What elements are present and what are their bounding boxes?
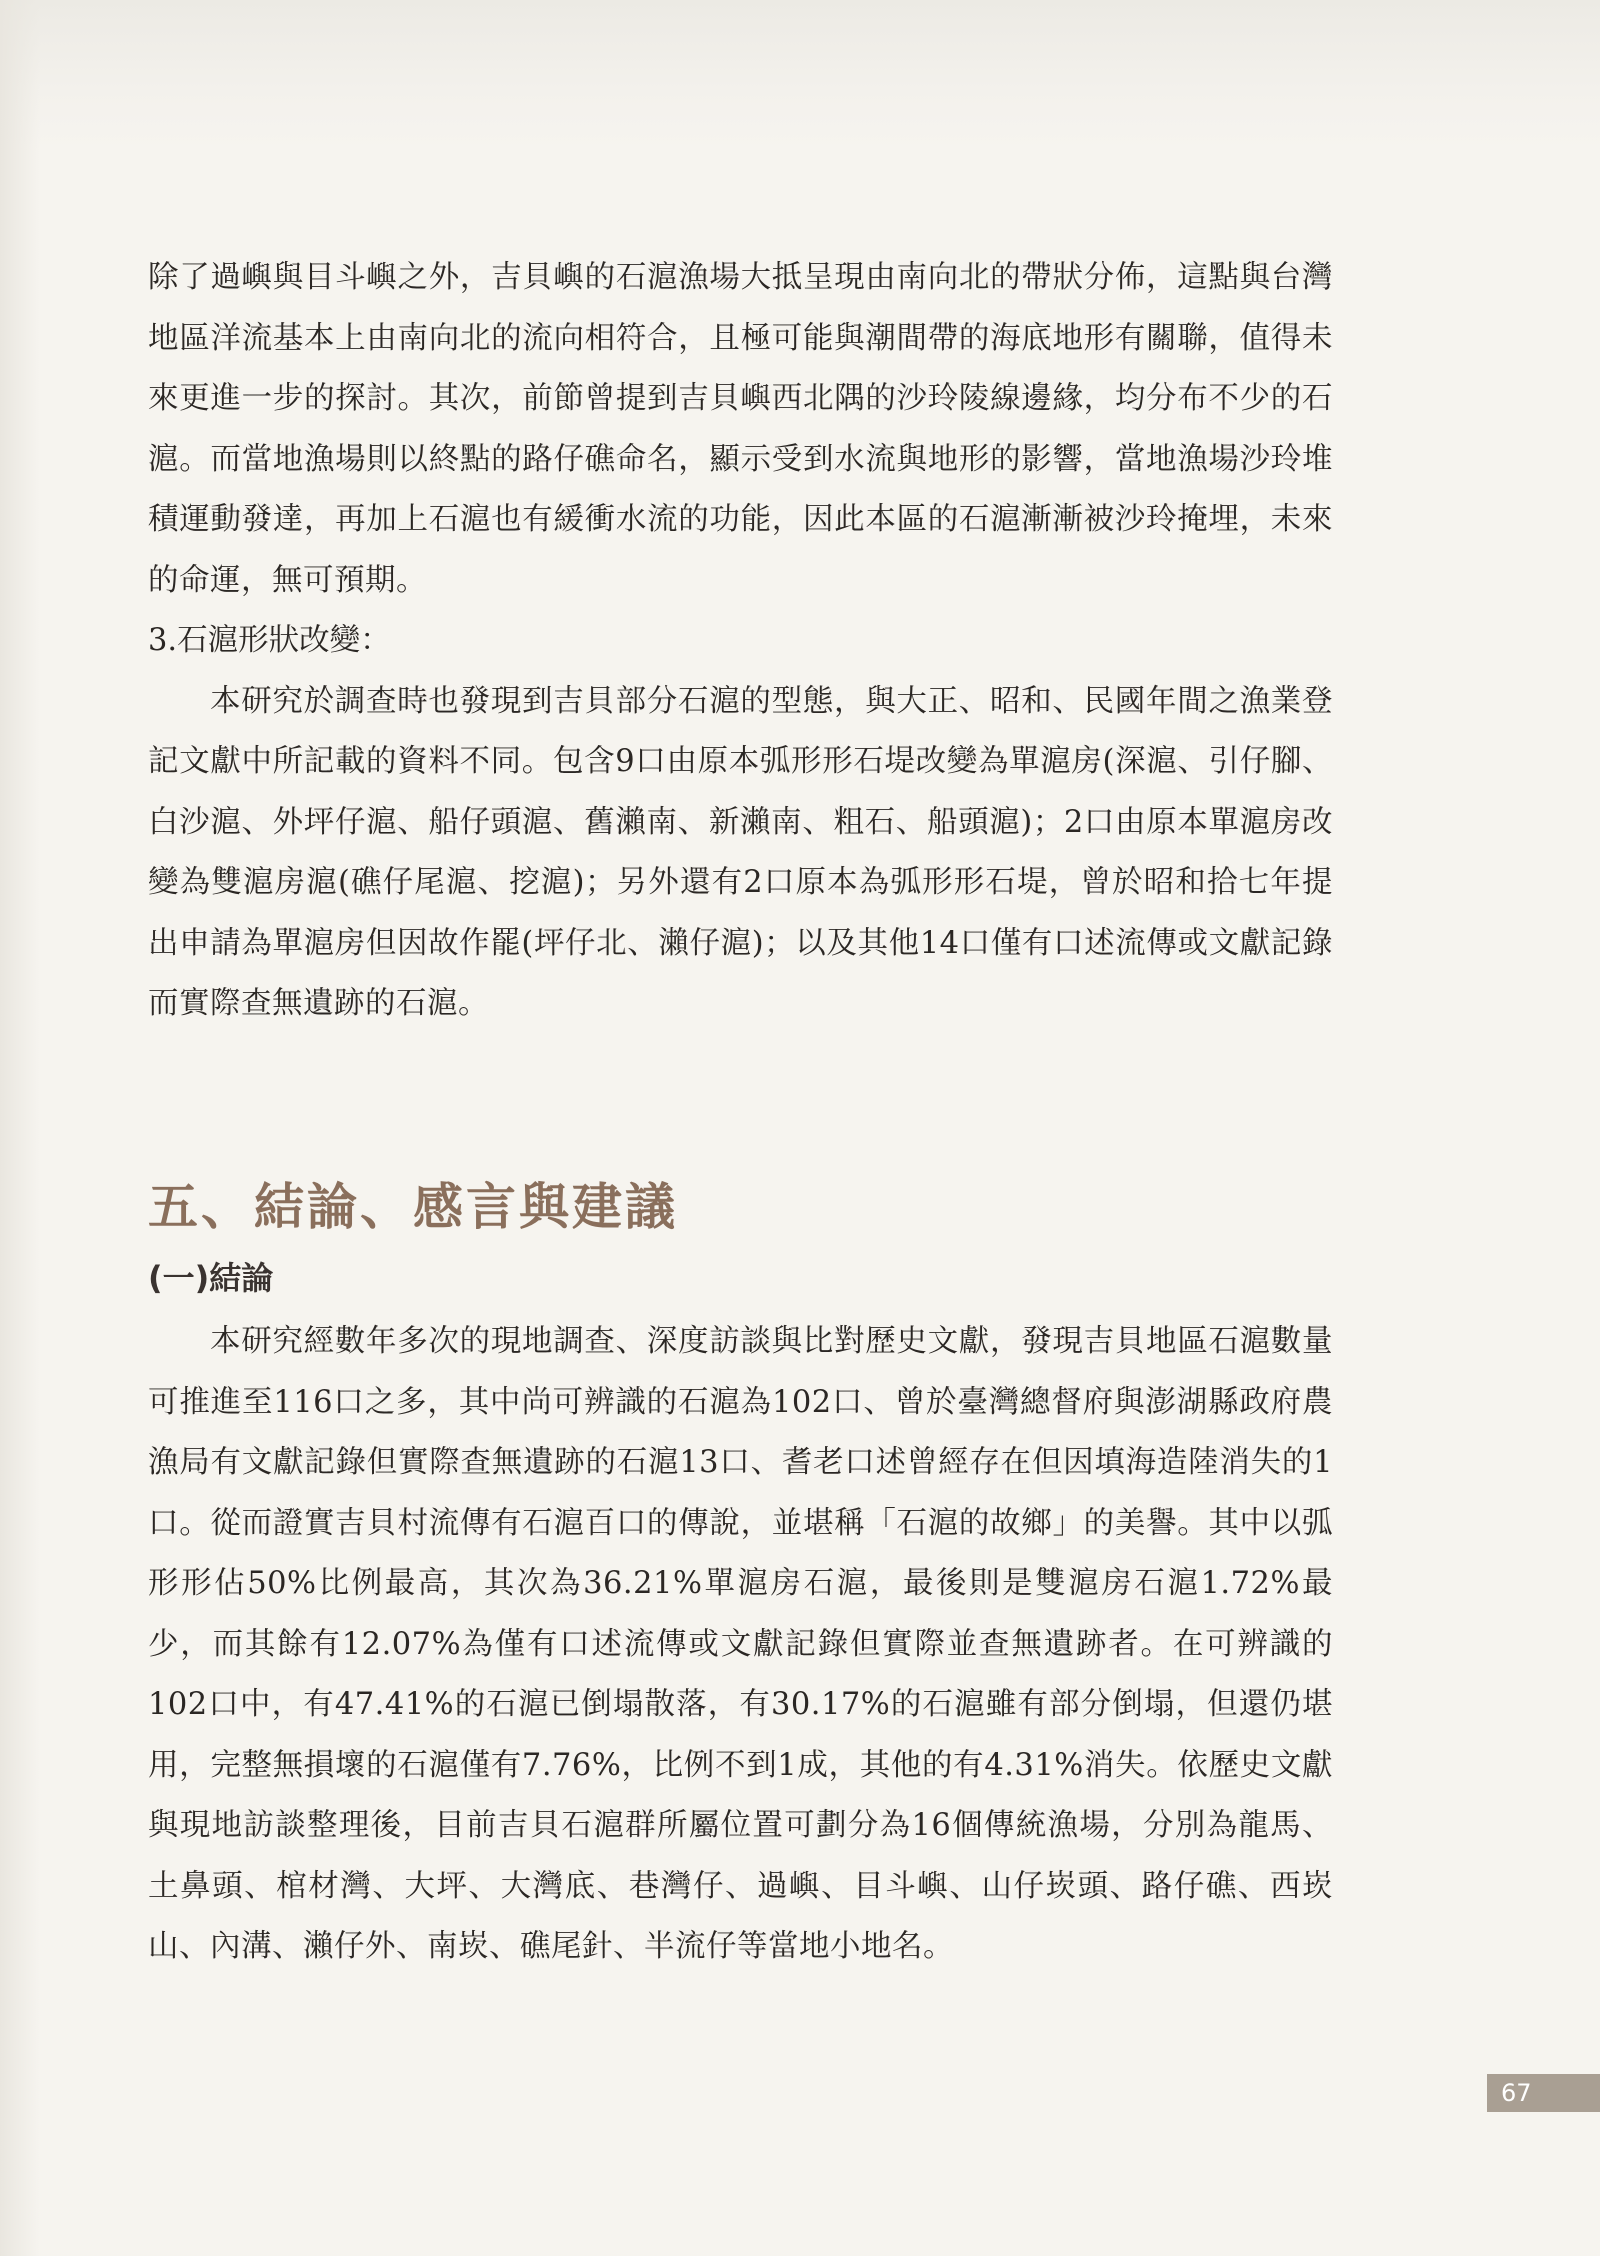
conclusion-text-block <box>148 1312 1333 1978</box>
subsection-title: (一)結論 <box>148 1259 274 1297</box>
subheading-shape-change: 3.石滬形狀改變： <box>148 623 391 658</box>
intro-text-block <box>148 248 1333 1035</box>
page-number: 67 <box>1487 2074 1600 2112</box>
paragraph-distribution: 除了過嶼與目斗嶼之外，吉貝嶼的石滬漁場大抵呈現由南向北的帶狀分佈，這點與台灣地區洋流基本上由南向北的流向相符合，且極可能與潮間帶的海底地形有關聯，值得未來更進一步的探討。其次，前節曾提到吉貝嶼西北隅的沙玲陵線邊緣，均分布不少的石滬。而當地漁場則以終點的路仔礁命名，顯示受到水流與地形的影響，當地漁場沙玲堆積運動發達，再加上石滬也有緩衝水流的功能，因此本區的石滬漸漸被沙玲掩埋，未來的命運，無可預期。 <box>148 260 1333 598</box>
section-title: 五、結論、感言與建議 <box>148 1178 678 1236</box>
paragraph-shape-change: 本研究於調查時也發現到吉貝部分石滬的型態，與大正、昭和、民國年間之漁業登記文獻中所記載的資料不同。包含9口由原本弧形形石堤改變為單滬房(深滬、引仔腳、白沙滬、外坪仔滬、船仔頭滬、舊瀨南、新瀨南、粗石、船頭滬)；2口由原本單滬房改變為雙滬房滬(礁仔尾滬、挖滬)；另外還有2口原本為弧形形石堤，曾於昭和拾七年提出申請為單滬房但因故作罷(坪仔北、瀨仔滬)；以及其他14口僅有口述流傳或文獻記錄而實際查無遺跡的石滬。 <box>148 683 1333 1021</box>
page-top-shade <box>0 0 1600 150</box>
page-spine-shade <box>0 0 40 2256</box>
paragraph-conclusion: 本研究經數年多次的現地調查、深度訪談與比對歷史文獻，發現吉貝地區石滬數量可推進至116口之多，其中尚可辨識的石滬為102口、曾於臺灣總督府與澎湖縣政府農漁局有文獻記錄但實際查無遺跡的石滬13口、耆老口述曾經存在但因填海造陸消失的1口。從而證實吉貝村流傳有石滬百口的傳說，並堪稱「石滬的故鄉」的美譽。其中以弧形形佔50%比例最高，其次為36.21%單滬房石滬，最後則是雙滬房石滬1.72%最少，而其餘有12.07%為僅有口述流傳或文獻記錄但實際並查無遺跡者。在可辨識的102口中，有47.41%的石滬已倒塌散落，有30.17%的石滬雖有部分倒塌，但還仍堪用，完整無損壞的石滬僅有7.76%，比例不到1成，其他的有4.31%消失。依歷史文獻與現地訪談整理後，目前吉貝石滬群所屬位置可劃分為16個傳統漁場，分別為龍馬、土鼻頭、棺材灣、大坪、大灣底、巷灣仔、過嶼、目斗嶼、山仔崁頭、路仔礁、西崁山、內溝、瀨仔外、南崁、礁尾針、半流仔等當地小地名。 <box>148 1324 1333 1964</box>
